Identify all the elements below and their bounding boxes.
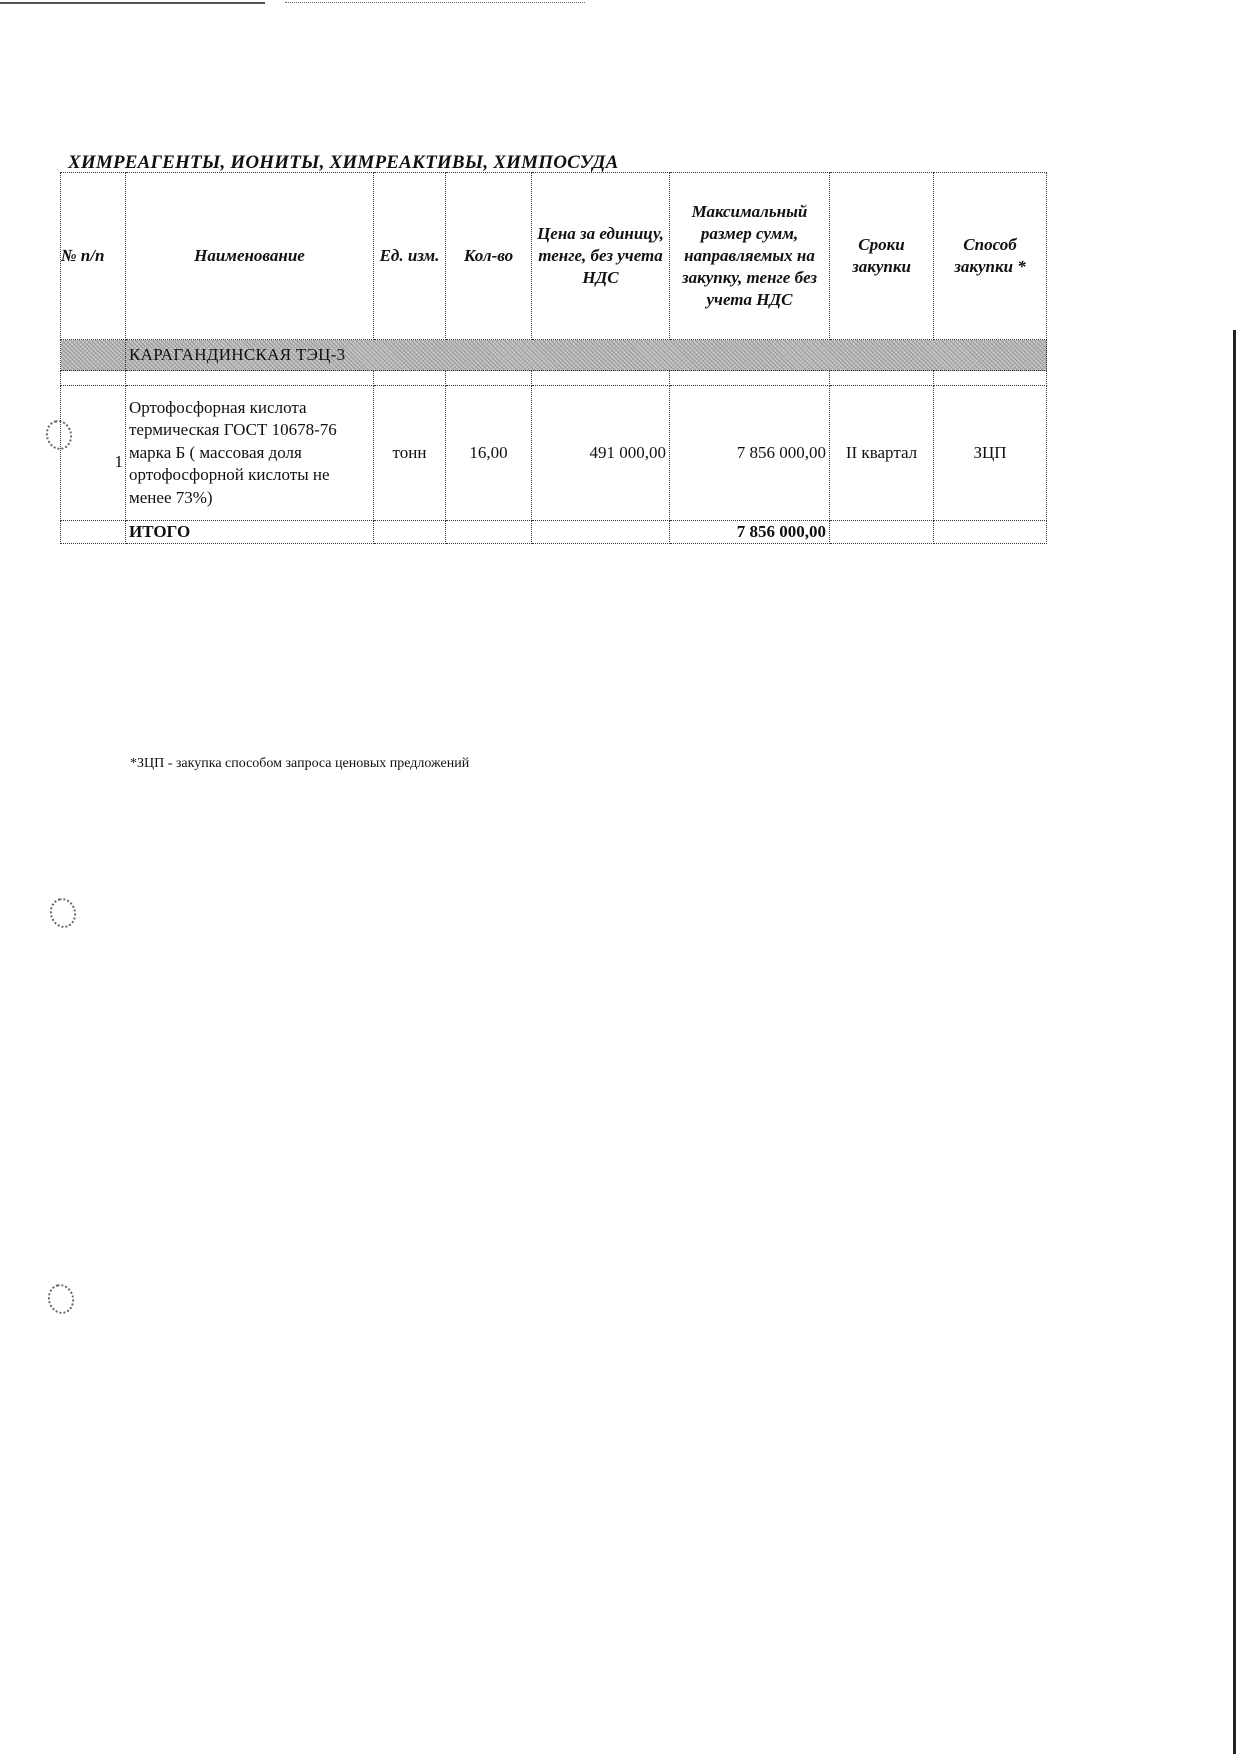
row-number: 1: [61, 386, 126, 521]
column-header-unit-price: Цена за единицу, тенге, без учета НДС: [532, 173, 670, 340]
procurement-table: [60, 172, 1047, 544]
item-name: Ортофосфорная кислота термическая ГОСТ 10678-76 марка Б ( массовая доля ортофосфорной кислоты не менее 73%): [126, 386, 374, 521]
total-value: 7 856 000,00: [670, 521, 830, 544]
total-row: [61, 521, 1047, 544]
table-row: [61, 386, 1047, 521]
spacer-row: [61, 371, 1047, 386]
column-header-max-amount: Максимальный размер сумм, направляемых на закупку, тенге без учета НДС: [670, 173, 830, 340]
scan-edge-shadow: [1233, 330, 1236, 1754]
column-header-name: Наименование: [126, 173, 374, 340]
table-header-row: [61, 173, 1047, 340]
column-header-number: № п/п: [61, 173, 126, 340]
item-unit: тонн: [374, 386, 446, 521]
item-unit-price: 491 000,00: [532, 386, 670, 521]
item-max-amount: 7 856 000,00: [670, 386, 830, 521]
section-row: [61, 340, 1047, 371]
item-term: II квартал: [830, 386, 934, 521]
column-header-method: Способ закупки *: [934, 173, 1047, 340]
scan-artifact-line: [285, 2, 585, 3]
scan-artifact-line: [0, 2, 265, 4]
column-header-unit: Ед. изм.: [374, 173, 446, 340]
column-header-quantity: Кол-во: [446, 173, 532, 340]
punch-hole-mark: [45, 1281, 78, 1317]
section-title: КАРАГАНДИНСКАЯ ТЭЦ-3: [126, 340, 1047, 371]
total-label: ИТОГО: [126, 521, 374, 544]
document-heading: ХИМРЕАГЕНТЫ, ИОНИТЫ, ХИМРЕАКТИВЫ, ХИМПОСУДА: [68, 152, 619, 173]
column-header-term: Сроки закупки: [830, 173, 934, 340]
footnote: *ЗЦП - закупка способом запроса ценовых предложений: [130, 756, 470, 771]
punch-hole-mark: [47, 895, 80, 931]
item-quantity: 16,00: [446, 386, 532, 521]
item-method: ЗЦП: [934, 386, 1047, 521]
